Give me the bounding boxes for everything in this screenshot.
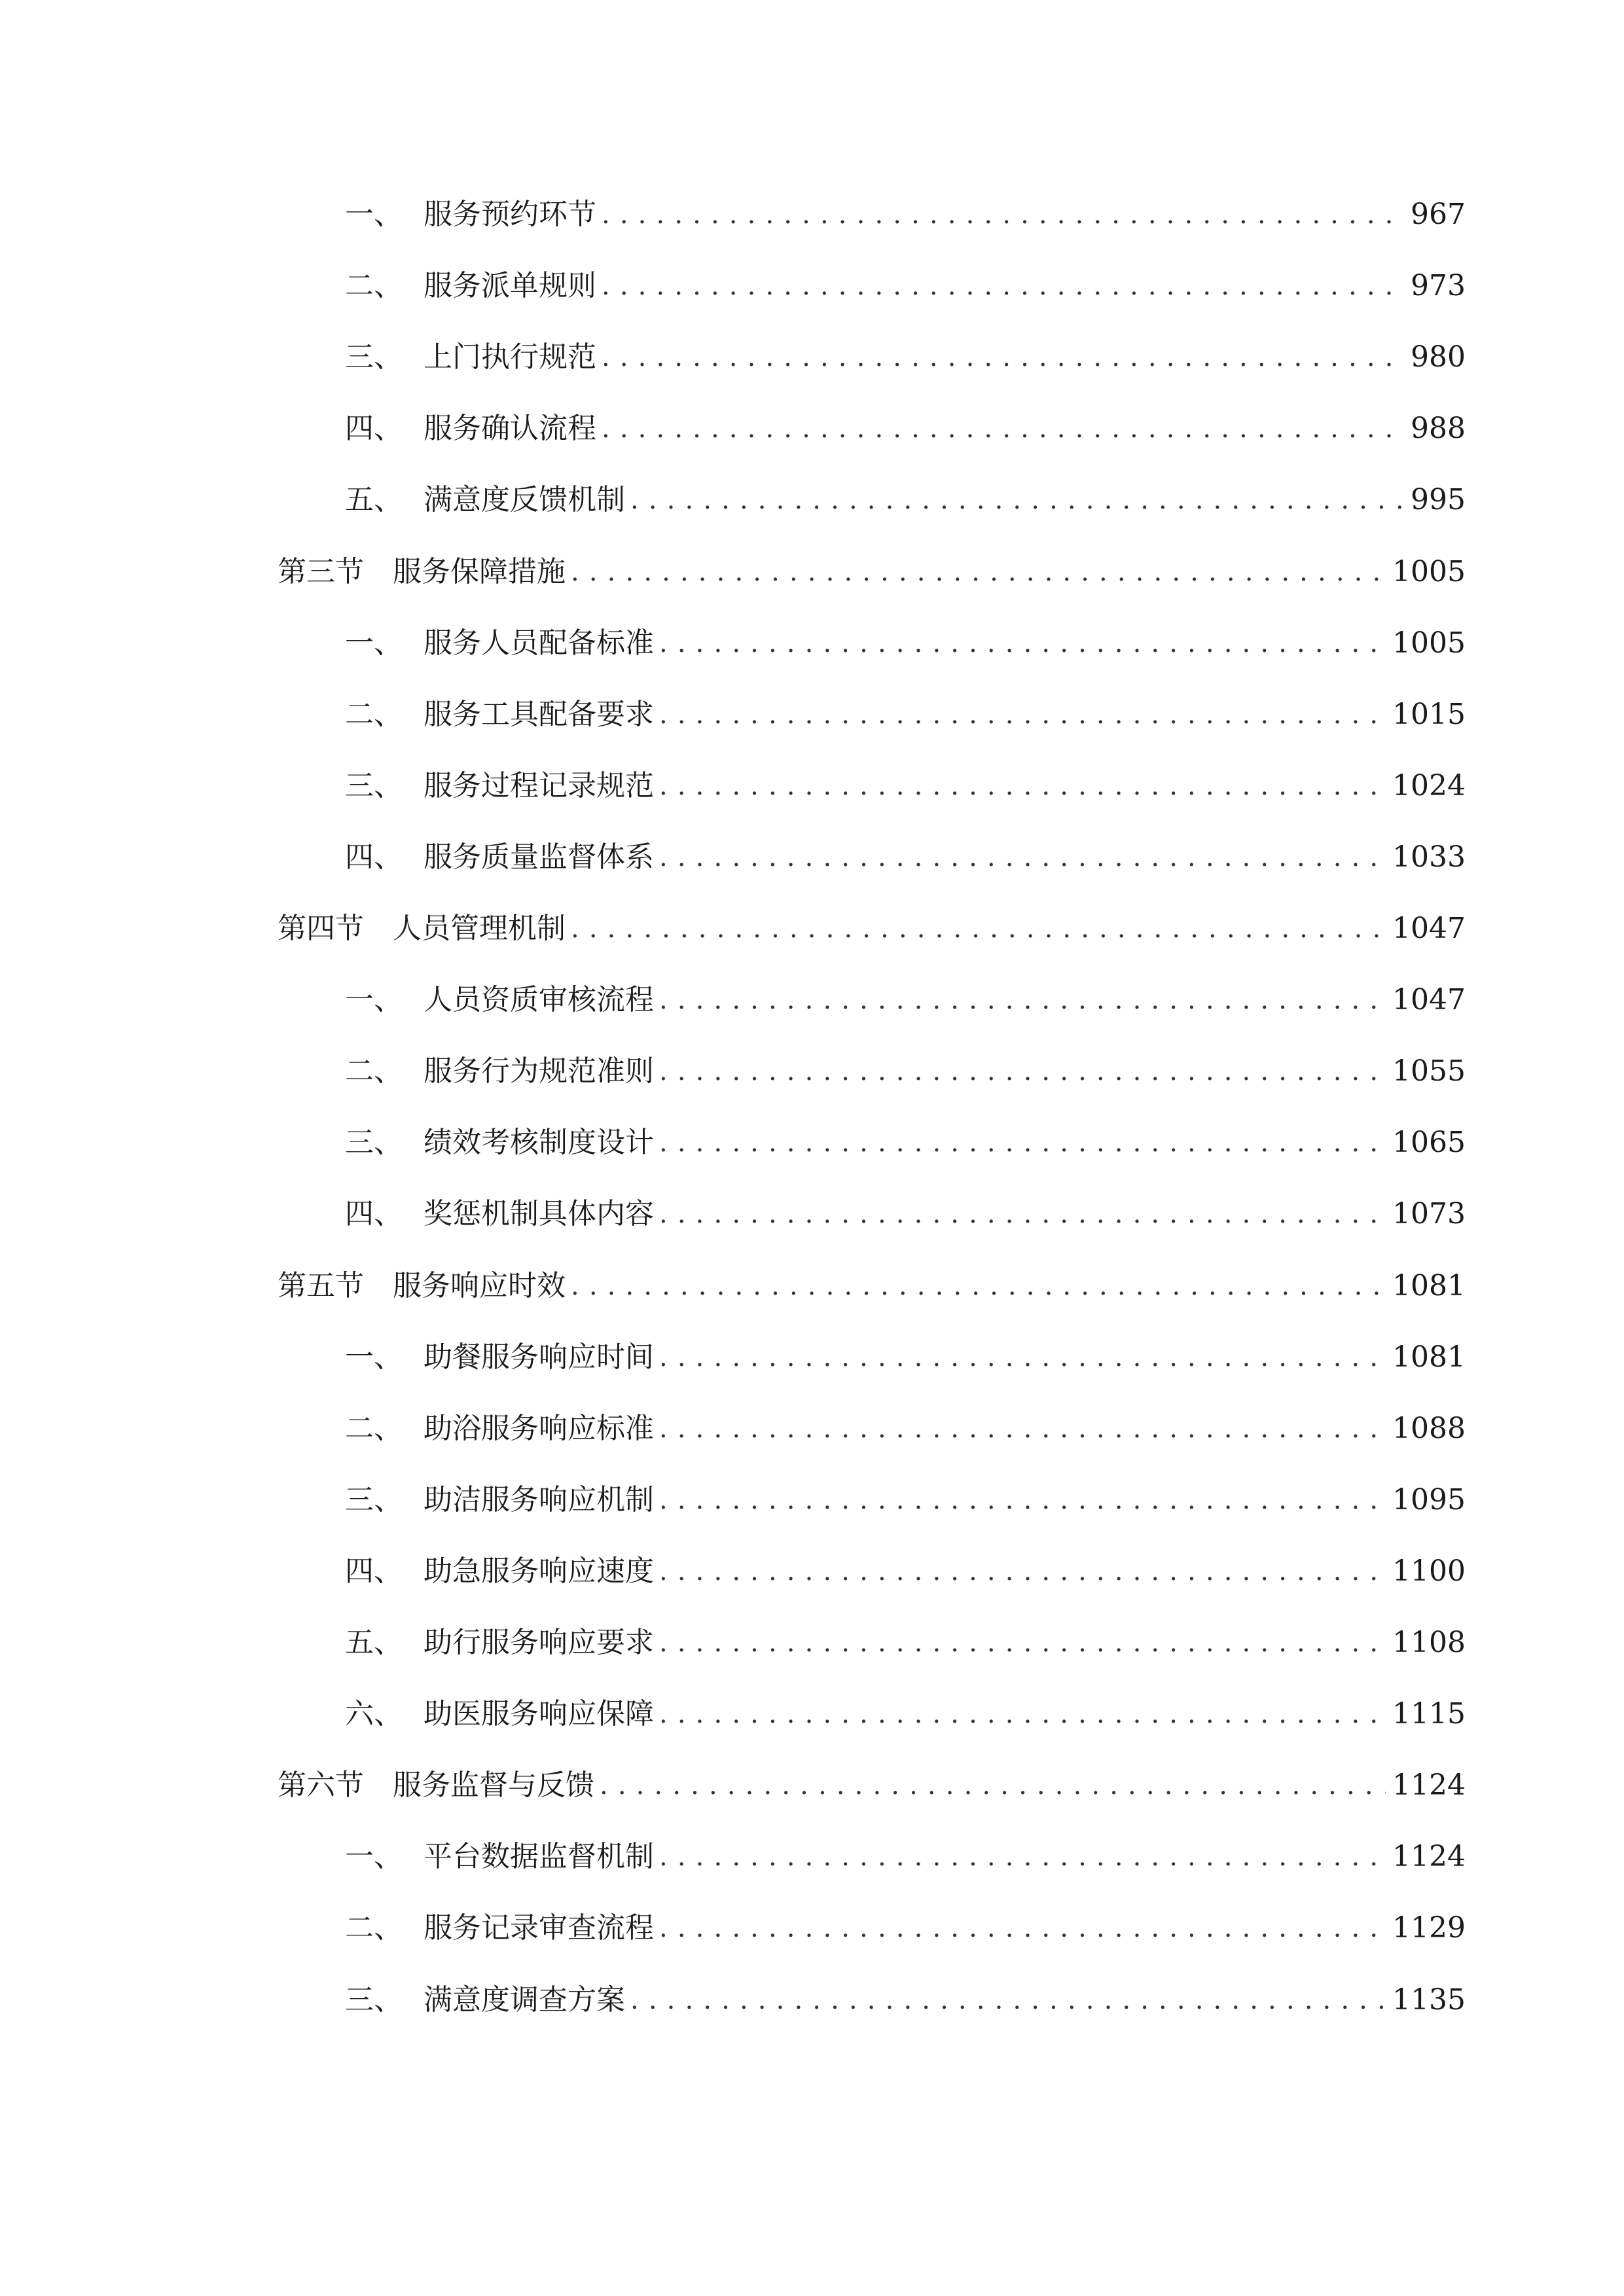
toc-entry-title: 服务预约环节 [424,198,596,231]
toc-entry-marker: 一、 [345,983,403,1016]
toc-entry-page-number: 1005 [1392,626,1466,660]
toc-entry-marker: 五、 [345,1626,403,1659]
toc-section-entry[interactable] [278,903,1466,955]
toc-dot-leader [659,1188,1386,1240]
toc-section-entry[interactable] [278,1759,1466,1812]
toc-entry-marker: 二、 [345,1911,403,1945]
toc-subsection-entry[interactable] [345,760,1466,812]
toc-entry-marker: 第六节 [278,1768,364,1802]
toc-entry-title: 服务人员配备标准 [424,626,654,660]
toc-entry-title: 服务质量监督体系 [424,840,654,874]
toc-subsection-entry[interactable] [345,1688,1466,1740]
toc-entry-page-number: 1088 [1392,1412,1466,1445]
toc-entry-marker: 一、 [345,1340,403,1374]
toc-subsection-entry[interactable] [345,689,1466,741]
toc-entry-marker: 二、 [345,269,403,302]
toc-entry-marker: 第四节 [278,912,364,945]
toc-subsection-entry[interactable] [345,831,1466,884]
toc-entry-title: 服务响应时效 [393,1269,566,1302]
toc-dot-leader [659,760,1386,812]
toc-section-entry[interactable] [278,1260,1466,1312]
toc-dot-leader [659,831,1386,884]
toc-entry-title: 人员资质审核流程 [424,983,654,1016]
toc-subsection-entry[interactable] [345,1617,1466,1669]
toc-subsection-entry[interactable] [345,1474,1466,1526]
toc-entry-marker: 二、 [345,698,403,731]
toc-section-entry[interactable] [278,546,1466,598]
toc-subsection-entry[interactable] [345,331,1466,384]
toc-dot-leader [571,1260,1386,1312]
toc-entry-title: 服务派单规则 [424,269,596,302]
toc-entry-page-number: 1005 [1392,555,1466,588]
toc-entry-page-number: 988 [1411,412,1466,445]
toc-subsection-entry[interactable] [345,403,1466,455]
toc-entry-marker: 四、 [345,840,403,874]
toc-entry-marker: 一、 [345,626,403,660]
toc-entry-title: 助医服务响应保障 [424,1697,654,1731]
toc-subsection-entry[interactable] [345,260,1466,312]
toc-entry-title: 绩效考核制度设计 [424,1126,654,1159]
toc-dot-leader [659,617,1386,670]
toc-entry-marker: 第三节 [278,555,364,588]
toc-dot-leader [602,260,1404,312]
toc-dot-leader [659,1331,1386,1384]
toc-entry-title: 助餐服务响应时间 [424,1340,654,1374]
toc-entry-marker: 三、 [345,1126,403,1159]
toc-entry-page-number: 1024 [1392,769,1466,802]
toc-dot-leader [659,1403,1386,1455]
toc-entry-page-number: 1135 [1392,1983,1466,2017]
toc-entry-marker: 三、 [345,340,403,374]
toc-entry-title: 服务过程记录规范 [424,769,654,802]
toc-entry-marker: 五、 [345,483,403,516]
toc-entry-title: 服务工具配备要求 [424,698,654,731]
toc-entry-title: 满意度调查方案 [424,1983,625,2017]
toc-entry-page-number: 980 [1411,340,1466,374]
toc-entry-page-number: 1081 [1392,1340,1466,1374]
toc-entry-title: 助行服务响应要求 [424,1626,654,1659]
toc-entry-marker: 二、 [345,1054,403,1088]
toc-subsection-entry[interactable] [345,1902,1466,1954]
toc-entry-marker: 第五节 [278,1269,364,1302]
toc-entry-title: 服务监督与反馈 [393,1768,594,1802]
toc-entry-title: 助急服务响应速度 [424,1554,654,1588]
toc-entry-page-number: 1081 [1392,1269,1466,1302]
toc-subsection-entry[interactable] [345,1188,1466,1240]
toc-subsection-entry[interactable] [345,617,1466,670]
toc-entry-page-number: 1047 [1392,983,1466,1016]
toc-subsection-entry[interactable] [345,1974,1466,2026]
toc-entry-title: 服务确认流程 [424,412,596,445]
toc-entry-marker: 二、 [345,1412,403,1445]
toc-dot-leader [659,1117,1386,1169]
toc-dot-leader [571,903,1386,955]
toc-entry-marker: 一、 [345,198,403,231]
toc-entry-page-number: 995 [1411,483,1466,516]
toc-subsection-entry[interactable] [345,474,1466,526]
toc-dot-leader [600,1759,1386,1812]
toc-entry-title: 服务行为规范准则 [424,1054,654,1088]
toc-entry-page-number: 1055 [1392,1054,1466,1088]
toc-entry-page-number: 1124 [1392,1768,1466,1802]
toc-entry-page-number: 973 [1411,269,1466,302]
toc-entry-page-number: 1065 [1392,1126,1466,1159]
toc-entry-page-number: 1015 [1392,698,1466,731]
toc-entry-marker: 四、 [345,1554,403,1588]
toc-subsection-entry[interactable] [345,1831,1466,1883]
toc-dot-leader [659,1045,1386,1098]
toc-entry-page-number: 1108 [1392,1626,1466,1659]
toc-entry-title: 平台数据监督机制 [424,1840,654,1873]
toc-dot-leader [659,1474,1386,1526]
toc-entry-page-number: 1115 [1392,1697,1466,1731]
toc-entry-page-number: 1129 [1392,1911,1466,1945]
toc-entry-page-number: 1100 [1392,1554,1466,1588]
toc-dot-leader [630,1974,1386,2026]
toc-dot-leader [659,1617,1386,1669]
toc-entry-marker: 三、 [345,769,403,802]
toc-entry-page-number: 967 [1411,198,1466,231]
toc-entry-marker: 四、 [345,412,403,445]
toc-entry-marker: 四、 [345,1197,403,1230]
toc-subsection-entry[interactable] [345,1117,1466,1169]
toc-entry-title: 助浴服务响应标准 [424,1412,654,1445]
toc-dot-leader [602,331,1404,384]
toc-entry-page-number: 1095 [1392,1483,1466,1516]
toc-subsection-entry[interactable] [345,974,1466,1026]
toc-entry-title: 人员管理机制 [393,912,566,945]
toc-entry-title: 服务记录审查流程 [424,1911,654,1945]
toc-entry-marker: 三、 [345,1983,403,2017]
toc-entry-marker: 六、 [345,1697,403,1731]
toc-dot-leader [659,1545,1386,1598]
toc-entry-page-number: 1033 [1392,840,1466,874]
toc-entry-title: 满意度反馈机制 [424,483,625,516]
toc-dot-leader [659,1688,1386,1740]
toc-dot-leader [602,403,1404,455]
toc-subsection-entry[interactable] [345,1331,1466,1384]
toc-dot-leader [659,1902,1386,1954]
toc-subsection-entry[interactable] [345,188,1466,241]
toc-dot-leader [659,974,1386,1026]
toc-entry-title: 服务保障措施 [393,555,566,588]
toc-entry-marker: 三、 [345,1483,403,1516]
toc-dot-leader [602,188,1404,241]
toc-subsection-entry[interactable] [345,1403,1466,1455]
toc-entry-page-number: 1124 [1392,1840,1466,1873]
toc-dot-leader [659,1831,1386,1883]
toc-subsection-entry[interactable] [345,1045,1466,1098]
toc-dot-leader [571,546,1386,598]
toc-entry-page-number: 1047 [1392,912,1466,945]
toc-entry-title: 奖惩机制具体内容 [424,1197,654,1230]
toc-entry-page-number: 1073 [1392,1197,1466,1230]
toc-subsection-entry[interactable] [345,1545,1466,1598]
toc-dot-leader [659,689,1386,741]
toc-entry-title: 上门执行规范 [424,340,596,374]
toc-dot-leader [630,474,1404,526]
toc-entry-marker: 一、 [345,1840,403,1873]
toc-entry-title: 助洁服务响应机制 [424,1483,654,1516]
